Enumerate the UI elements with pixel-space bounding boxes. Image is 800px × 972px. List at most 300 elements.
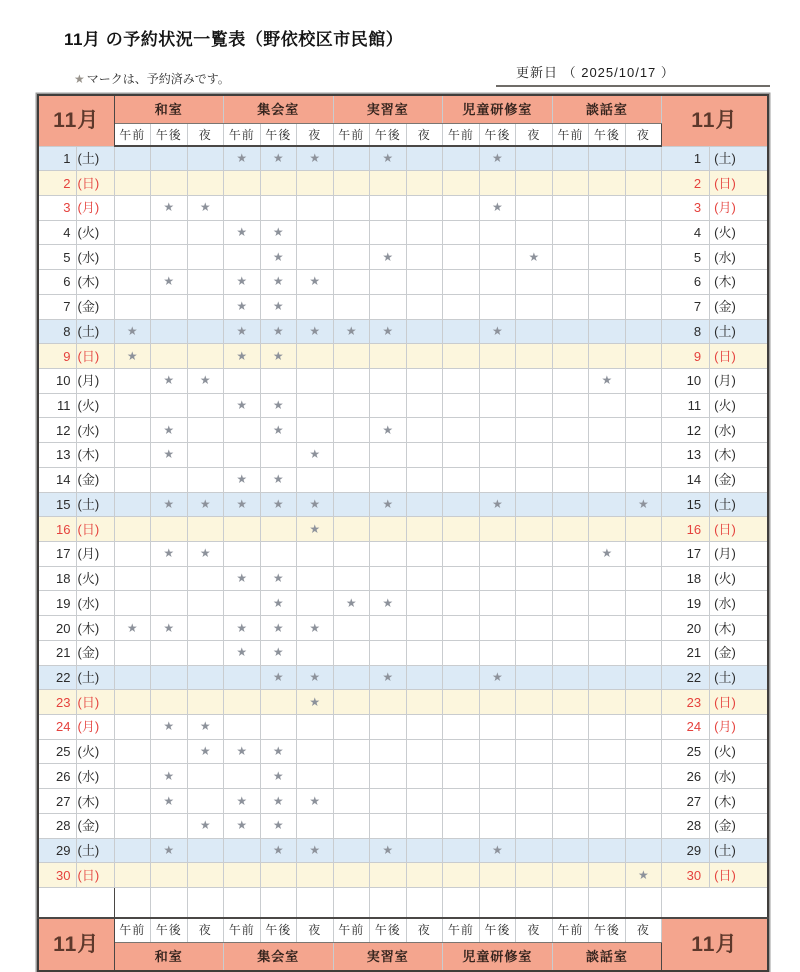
star-icon: ★	[309, 694, 321, 709]
day-weekday-cell: (金)	[710, 813, 768, 838]
day-row	[38, 418, 768, 443]
reservation-cell	[516, 616, 553, 641]
reservation-cell	[625, 270, 662, 295]
day-number-cell: 20	[662, 616, 710, 641]
reservation-cell	[297, 591, 334, 616]
reservation-cell	[406, 319, 443, 344]
reservation-cell	[370, 443, 407, 468]
reservation-cell	[443, 195, 480, 220]
day-number-cell: 6	[662, 270, 710, 295]
reservation-cell	[297, 838, 334, 863]
day-number-cell: 16	[662, 517, 710, 542]
reservation-cell	[479, 616, 516, 641]
period-header-cell: 午後	[370, 124, 407, 147]
day-weekday-cell: (日)	[76, 171, 114, 196]
reservation-cell	[479, 492, 516, 517]
reservation-cell	[297, 665, 334, 690]
reservation-cell	[406, 542, 443, 567]
reservation-cell	[370, 344, 407, 369]
reservation-cell	[406, 764, 443, 789]
month-footer-left: 11月	[38, 918, 114, 972]
reservation-cell	[333, 220, 370, 245]
star-icon: ★	[382, 669, 394, 684]
reservation-cell	[443, 813, 480, 838]
day-row	[38, 270, 768, 295]
reservation-cell	[443, 591, 480, 616]
star-icon: ★	[601, 546, 613, 561]
day-number-cell: 9	[38, 344, 76, 369]
reservation-cell	[114, 270, 151, 295]
reservation-cell	[479, 220, 516, 245]
star-icon: ★	[382, 249, 394, 264]
reservation-cell	[333, 566, 370, 591]
period-header-cell: 夜	[297, 124, 334, 147]
day-number-cell: 9	[662, 344, 710, 369]
reservation-cell	[625, 542, 662, 567]
reservation-cell	[151, 764, 188, 789]
reservation-cell	[589, 566, 626, 591]
day-weekday-cell: (金)	[76, 813, 114, 838]
reservation-cell	[114, 146, 151, 171]
reservation-cell	[589, 665, 626, 690]
reservation-cell	[516, 764, 553, 789]
reservation-cell	[370, 467, 407, 492]
day-weekday-cell: (水)	[76, 591, 114, 616]
reservation-cell	[297, 566, 334, 591]
star-icon: ★	[309, 620, 321, 635]
star-icon: ★	[126, 348, 138, 363]
day-row	[38, 492, 768, 517]
reservation-cell	[224, 171, 261, 196]
star-icon: ★	[382, 151, 394, 166]
reservation-cell	[370, 764, 407, 789]
reservation-cell	[224, 640, 261, 665]
reservation-cell	[406, 245, 443, 270]
day-number-cell: 2	[38, 171, 76, 196]
day-number-cell: 23	[662, 690, 710, 715]
day-number-cell: 23	[38, 690, 76, 715]
reservation-cell	[187, 443, 224, 468]
reservation-cell	[625, 146, 662, 171]
reservation-cell	[260, 591, 297, 616]
reservation-cell	[187, 591, 224, 616]
month-footer-right: 11月	[662, 918, 768, 972]
day-row	[38, 616, 768, 641]
reservation-cell	[589, 616, 626, 641]
day-row	[38, 344, 768, 369]
star-icon: ★	[236, 744, 248, 759]
reservation-cell	[187, 467, 224, 492]
reservation-cell	[589, 443, 626, 468]
reservation-cell	[370, 789, 407, 814]
day-weekday-cell: (土)	[710, 838, 768, 863]
reservation-cell	[224, 492, 261, 517]
reservation-cell	[516, 863, 553, 888]
day-weekday-cell: (日)	[76, 344, 114, 369]
star-icon: ★	[163, 546, 175, 561]
reservation-cell	[151, 640, 188, 665]
reservation-cell	[516, 715, 553, 740]
reservation-cell	[589, 764, 626, 789]
day-number-cell: 3	[662, 195, 710, 220]
reservation-cell	[406, 492, 443, 517]
day-weekday-cell: (土)	[76, 319, 114, 344]
reservation-cell	[333, 764, 370, 789]
day-number-cell: 2	[662, 171, 710, 196]
reservation-cell	[297, 319, 334, 344]
reservation-cell	[297, 245, 334, 270]
reservation-cell	[443, 715, 480, 740]
star-icon: ★	[163, 422, 175, 437]
reservation-cell	[625, 492, 662, 517]
reservation-cell	[625, 467, 662, 492]
reservation-cell	[552, 739, 589, 764]
star-icon: ★	[163, 496, 175, 511]
day-weekday-cell: (土)	[76, 838, 114, 863]
reservation-cell	[479, 690, 516, 715]
day-weekday-cell: (土)	[76, 492, 114, 517]
reservation-cell	[589, 838, 626, 863]
reservation-cell	[406, 270, 443, 295]
day-weekday-cell: (水)	[710, 764, 768, 789]
reservation-cell	[297, 640, 334, 665]
period-footer-cell: 夜	[625, 918, 662, 943]
day-weekday-cell: (日)	[710, 690, 768, 715]
reservation-table	[37, 94, 769, 972]
reservation-cell	[370, 863, 407, 888]
reservation-cell	[333, 591, 370, 616]
reservation-cell	[114, 492, 151, 517]
star-icon: ★	[272, 422, 284, 437]
reservation-cell	[114, 789, 151, 814]
day-weekday-cell: (月)	[76, 195, 114, 220]
reservation-cell	[516, 393, 553, 418]
reservation-cell	[479, 294, 516, 319]
reservation-cell	[224, 467, 261, 492]
reservation-cell	[224, 344, 261, 369]
reservation-cell	[479, 195, 516, 220]
reservation-cell	[443, 665, 480, 690]
star-icon: ★	[163, 620, 175, 635]
star-icon: ★	[491, 151, 503, 166]
star-icon: ★	[637, 496, 649, 511]
day-number-cell: 1	[38, 146, 76, 171]
day-row	[38, 171, 768, 196]
reservation-cell	[516, 566, 553, 591]
day-row	[38, 319, 768, 344]
reservation-cell	[333, 418, 370, 443]
reservation-cell	[370, 566, 407, 591]
reservation-cell	[224, 665, 261, 690]
star-icon: ★	[491, 669, 503, 684]
day-number-cell: 5	[662, 245, 710, 270]
day-number-cell: 10	[38, 368, 76, 393]
reservation-cell	[151, 690, 188, 715]
reservation-cell	[370, 690, 407, 715]
reservation-cell	[443, 542, 480, 567]
day-weekday-cell: (水)	[76, 418, 114, 443]
day-number-cell: 5	[38, 245, 76, 270]
reservation-cell	[443, 789, 480, 814]
day-weekday-cell: (月)	[76, 542, 114, 567]
day-number-cell: 18	[662, 566, 710, 591]
day-number-cell: 10	[662, 368, 710, 393]
day-weekday-cell: (木)	[76, 443, 114, 468]
reservation-cell	[479, 344, 516, 369]
reservation-cell	[516, 492, 553, 517]
reservation-cell	[625, 789, 662, 814]
reservation-cell	[187, 245, 224, 270]
reservation-cell	[479, 245, 516, 270]
page-title: 11月 の予約状況一覧表（野依校区市民館）	[64, 30, 404, 49]
star-icon: ★	[236, 620, 248, 635]
reservation-cell	[370, 665, 407, 690]
reservation-cell	[516, 813, 553, 838]
reservation-cell	[260, 616, 297, 641]
day-number-cell: 21	[38, 640, 76, 665]
star-icon: ★	[199, 719, 211, 734]
reservation-cell	[406, 690, 443, 715]
reservation-cell	[187, 220, 224, 245]
reservation-cell	[151, 863, 188, 888]
reservation-cell	[552, 146, 589, 171]
reservation-cell	[406, 443, 443, 468]
reservation-cell	[224, 715, 261, 740]
reservation-cell	[406, 195, 443, 220]
day-row	[38, 739, 768, 764]
reservation-cell	[552, 467, 589, 492]
reservation-cell	[589, 789, 626, 814]
star-icon: ★	[272, 274, 284, 289]
day-number-cell: 13	[38, 443, 76, 468]
reservation-cell	[297, 393, 334, 418]
star-icon: ★	[272, 472, 284, 487]
reservation-cell	[370, 492, 407, 517]
reservation-cell	[333, 319, 370, 344]
reservation-cell	[333, 393, 370, 418]
day-number-cell: 21	[662, 640, 710, 665]
day-row	[38, 368, 768, 393]
star-icon: ★	[272, 496, 284, 511]
star-icon: ★	[74, 72, 85, 86]
day-row	[38, 764, 768, 789]
reservation-cell	[297, 195, 334, 220]
reservation-cell	[589, 344, 626, 369]
day-weekday-cell: (日)	[76, 690, 114, 715]
reservation-cell	[151, 715, 188, 740]
reservation-cell	[151, 542, 188, 567]
reservation-cell	[625, 319, 662, 344]
day-row	[38, 467, 768, 492]
day-weekday-cell: (水)	[710, 591, 768, 616]
reservation-cell	[224, 418, 261, 443]
star-icon: ★	[163, 274, 175, 289]
star-icon: ★	[272, 249, 284, 264]
reservation-cell	[552, 319, 589, 344]
reservation-cell	[516, 195, 553, 220]
day-weekday-cell: (月)	[710, 368, 768, 393]
reservation-cell	[370, 146, 407, 171]
reservation-cell	[260, 195, 297, 220]
reservation-cell	[589, 319, 626, 344]
reservation-cell	[552, 764, 589, 789]
reservation-cell	[151, 393, 188, 418]
reservation-cell	[260, 171, 297, 196]
day-weekday-cell: (月)	[710, 542, 768, 567]
period-header-cell: 午前	[333, 124, 370, 147]
reservation-cell	[479, 171, 516, 196]
star-icon: ★	[637, 867, 649, 882]
reservation-cell	[333, 517, 370, 542]
reservation-cell	[443, 344, 480, 369]
day-row	[38, 715, 768, 740]
reservation-cell	[297, 171, 334, 196]
reservation-cell	[187, 294, 224, 319]
day-row	[38, 813, 768, 838]
reservation-cell	[114, 591, 151, 616]
day-weekday-cell: (木)	[76, 616, 114, 641]
reservation-cell	[625, 591, 662, 616]
day-row	[38, 146, 768, 171]
reservation-cell	[151, 616, 188, 641]
reservation-cell	[479, 517, 516, 542]
reservation-cell	[370, 591, 407, 616]
star-icon: ★	[236, 571, 248, 586]
day-number-cell: 11	[38, 393, 76, 418]
room-footer-cell: 談話室	[552, 943, 662, 972]
reservation-cell	[114, 739, 151, 764]
reservation-cell	[625, 368, 662, 393]
day-weekday-cell: (水)	[710, 418, 768, 443]
reservation-cell	[260, 492, 297, 517]
star-icon: ★	[163, 719, 175, 734]
reservation-cell	[552, 171, 589, 196]
reservation-cell	[151, 789, 188, 814]
day-row	[38, 591, 768, 616]
day-weekday-cell: (日)	[76, 517, 114, 542]
reservation-cell	[589, 270, 626, 295]
reservation-cell	[370, 245, 407, 270]
star-icon: ★	[272, 669, 284, 684]
reservation-cell	[224, 319, 261, 344]
reservation-cell	[151, 319, 188, 344]
day-number-cell: 24	[38, 715, 76, 740]
period-footer-cell: 午後	[151, 918, 188, 943]
reservation-cell	[370, 393, 407, 418]
reservation-cell	[625, 640, 662, 665]
reservation-cell	[625, 616, 662, 641]
reservation-cell	[224, 838, 261, 863]
day-weekday-cell: (火)	[710, 393, 768, 418]
reservation-cell	[187, 368, 224, 393]
reservation-cell	[260, 294, 297, 319]
reservation-cell	[516, 344, 553, 369]
reservation-cell	[260, 418, 297, 443]
star-icon: ★	[382, 595, 394, 610]
day-weekday-cell: (日)	[710, 171, 768, 196]
reservation-cell	[370, 220, 407, 245]
reservation-cell	[187, 863, 224, 888]
reservation-cell	[151, 220, 188, 245]
day-weekday-cell: (日)	[76, 863, 114, 888]
star-icon: ★	[382, 323, 394, 338]
reservation-cell	[333, 171, 370, 196]
reservation-cell	[625, 566, 662, 591]
period-footer-cell: 午前	[114, 918, 151, 943]
reservation-cell	[114, 542, 151, 567]
legend-note	[74, 70, 230, 87]
room-header-cell: 談話室	[552, 95, 662, 124]
day-number-cell: 17	[662, 542, 710, 567]
reservation-cell	[151, 813, 188, 838]
reservation-cell	[260, 690, 297, 715]
reservation-cell	[406, 640, 443, 665]
day-weekday-cell: (水)	[710, 245, 768, 270]
star-icon: ★	[236, 645, 248, 660]
reservation-cell	[224, 566, 261, 591]
period-header-cell: 午後	[151, 124, 188, 147]
reservation-cell	[333, 443, 370, 468]
reservation-cell	[516, 789, 553, 814]
reservation-cell	[151, 270, 188, 295]
spacer-row	[38, 888, 768, 918]
reservation-cell	[151, 245, 188, 270]
reservation-cell	[187, 665, 224, 690]
reservation-cell	[224, 195, 261, 220]
period-footer-cell: 午前	[333, 918, 370, 943]
reservation-cell	[589, 146, 626, 171]
reservation-cell	[516, 146, 553, 171]
reservation-cell	[552, 690, 589, 715]
reservation-cell	[333, 270, 370, 295]
reservation-cell	[260, 863, 297, 888]
period-header-cell: 午前	[552, 124, 589, 147]
reservation-cell	[370, 640, 407, 665]
reservation-cell	[552, 195, 589, 220]
reservation-cell	[443, 393, 480, 418]
reservation-cell	[589, 245, 626, 270]
reservation-cell	[151, 195, 188, 220]
day-weekday-cell: (金)	[710, 294, 768, 319]
star-icon: ★	[163, 793, 175, 808]
star-icon: ★	[491, 323, 503, 338]
reservation-cell	[406, 715, 443, 740]
reservation-cell	[406, 789, 443, 814]
reservation-cell	[151, 146, 188, 171]
reservation-cell	[260, 393, 297, 418]
reservation-cell	[260, 319, 297, 344]
reservation-cell	[479, 838, 516, 863]
period-footer-cell: 夜	[297, 918, 334, 943]
reservation-cell	[224, 517, 261, 542]
star-icon: ★	[309, 842, 321, 857]
day-number-cell: 26	[38, 764, 76, 789]
reservation-cell	[333, 715, 370, 740]
reservation-cell	[443, 245, 480, 270]
reservation-cell	[479, 665, 516, 690]
reservation-cell	[297, 220, 334, 245]
reservation-cell	[443, 838, 480, 863]
period-footer-cell: 午後	[370, 918, 407, 943]
star-icon: ★	[163, 200, 175, 215]
star-icon: ★	[236, 793, 248, 808]
room-footer-cell: 集会室	[224, 943, 334, 972]
star-icon: ★	[345, 323, 357, 338]
star-icon: ★	[491, 200, 503, 215]
reservation-cell	[333, 467, 370, 492]
day-number-cell: 28	[38, 813, 76, 838]
reservation-cell	[406, 146, 443, 171]
